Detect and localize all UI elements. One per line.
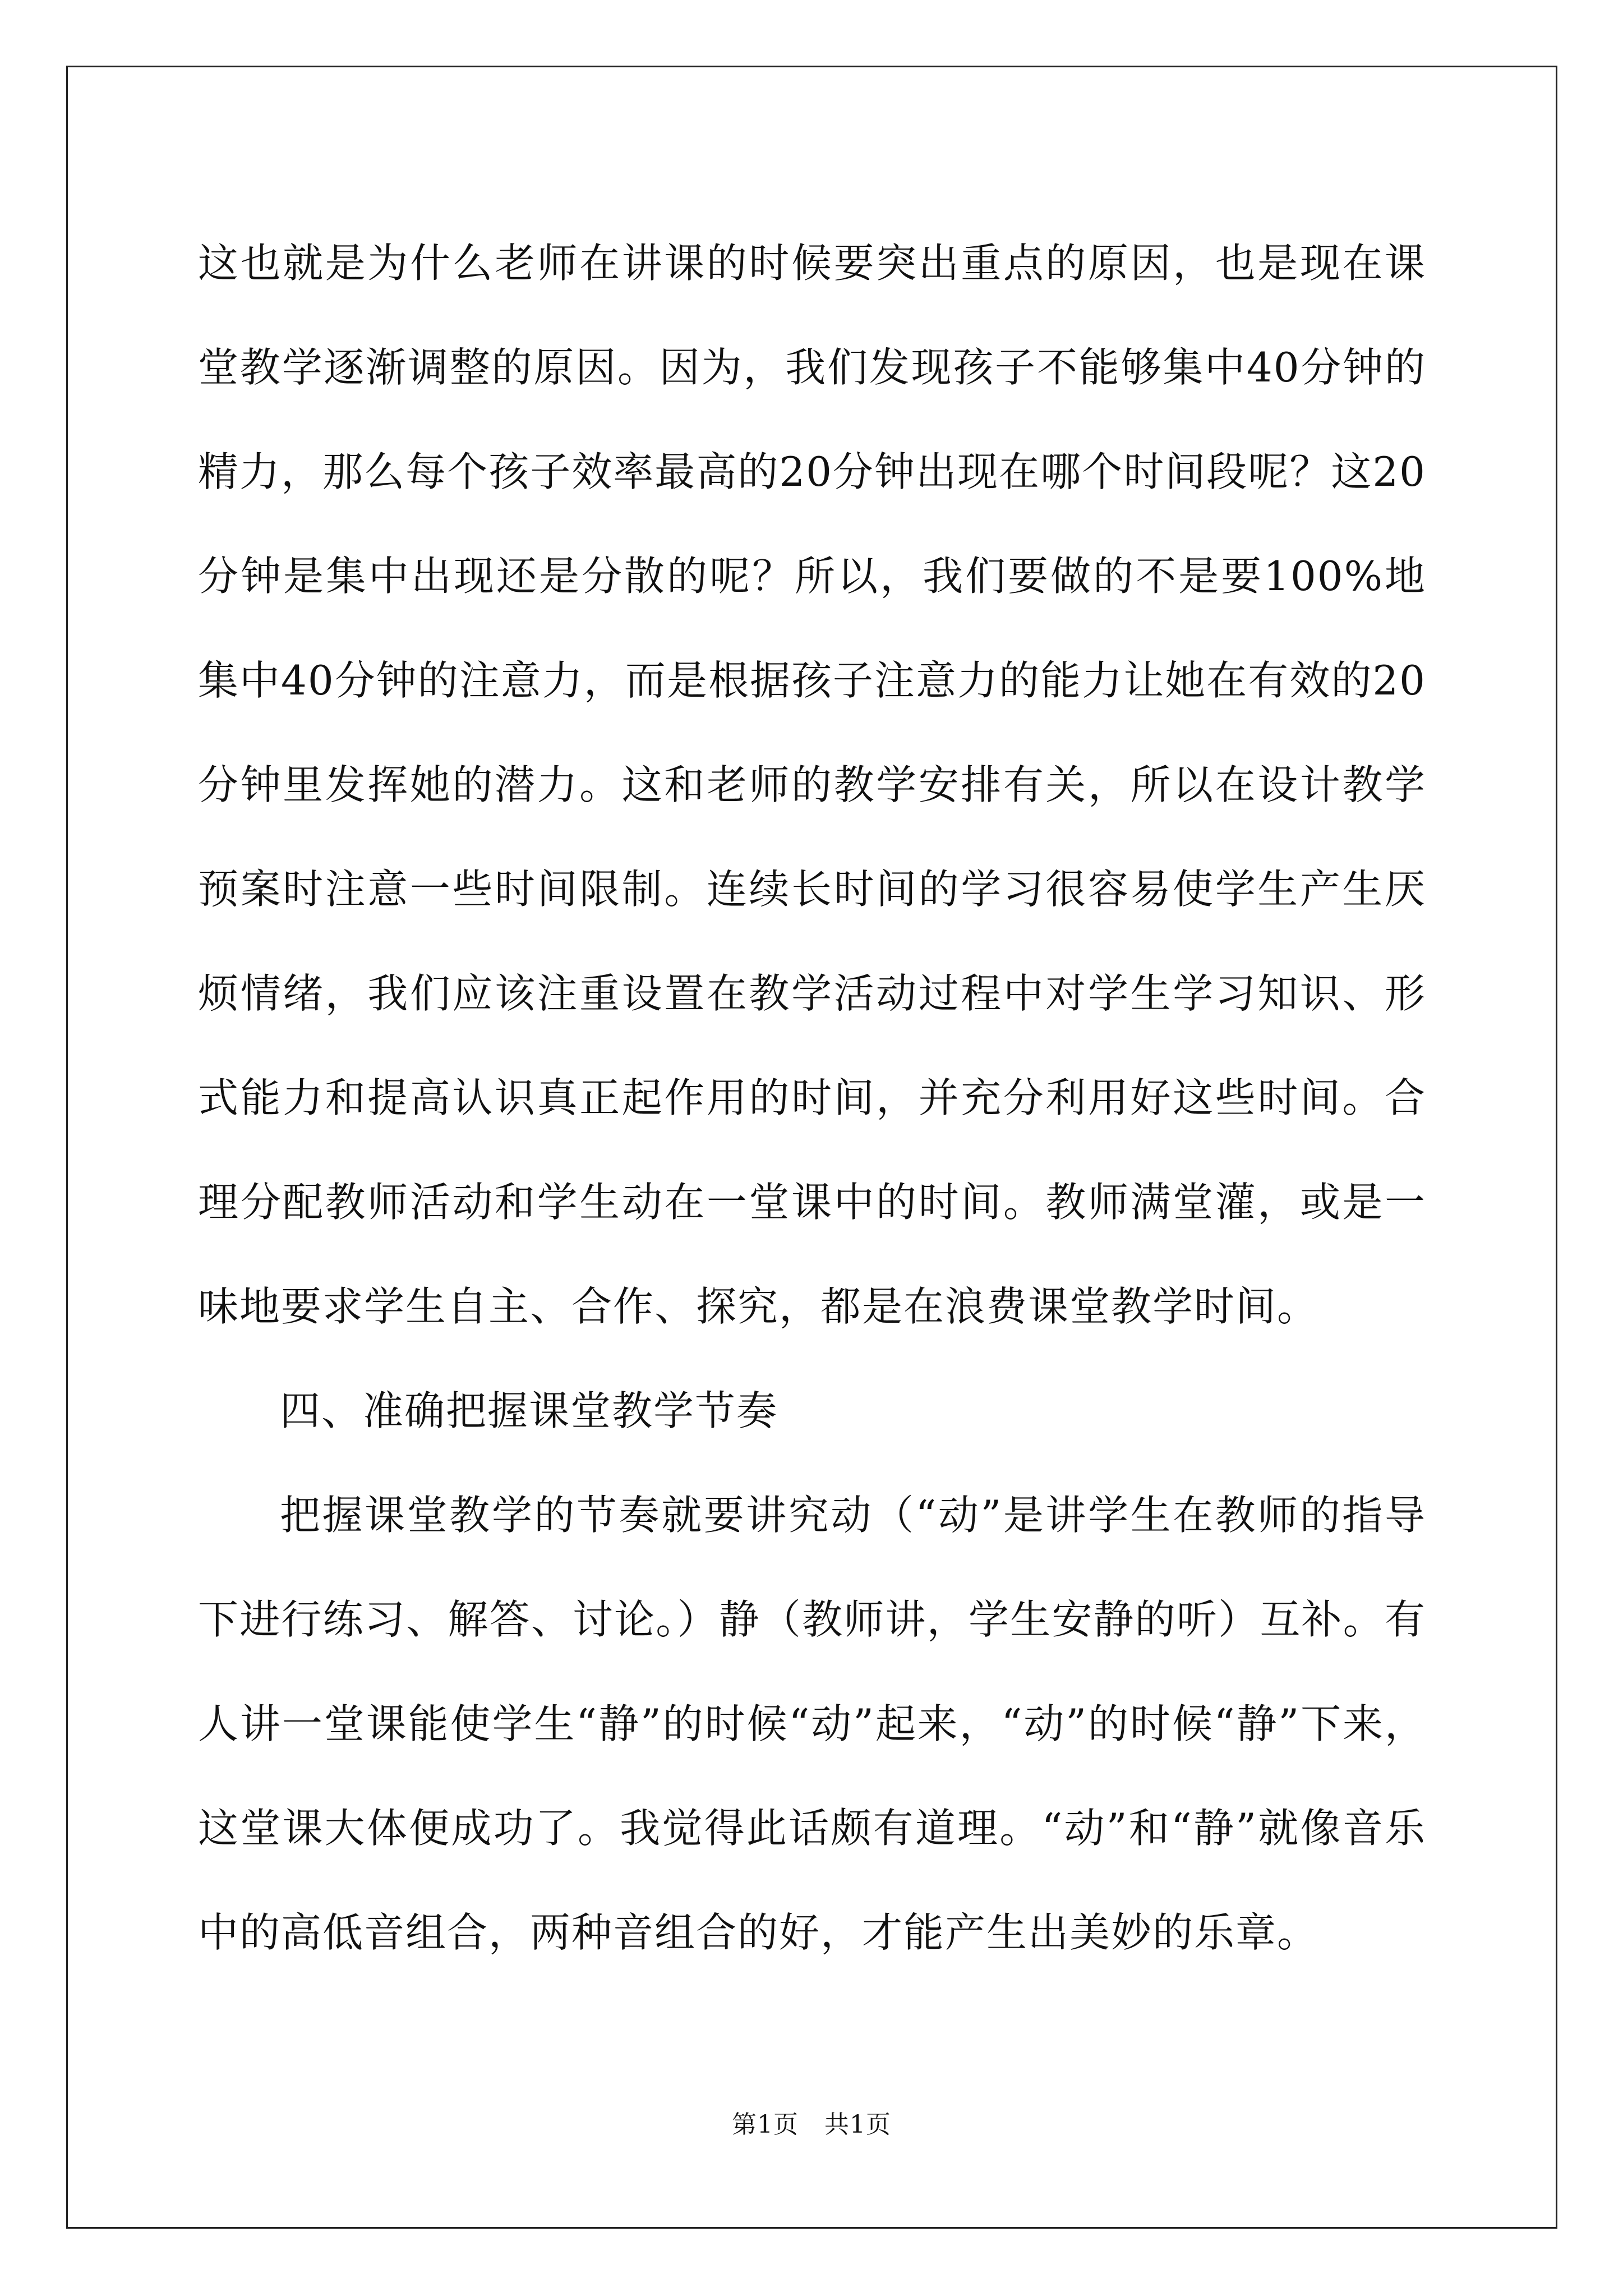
body-paragraph-2: 把握课堂教学的节奏就要讲究动（“动”是讲学生在教师的指导下进行练习、解答、讨论。）静（教师讲，学生安静的听）互补。有人讲一堂课能使学生“静”的时候“动”起来，“动”的时候“静”下来，这堂课大体便成功了。我觉得此话颇有道理。“动”和“静”就像音乐中的高低音组合，两种音组合的好，才能产生出美妙的乐章。 xyxy=(198,1492,1426,1956)
page-footer xyxy=(0,2108,1623,2142)
page-total: 共1页 xyxy=(824,2110,891,2139)
body-paragraph-1: 这也就是为什么老师在讲课的时候要突出重点的原因，也是现在课堂教学逐渐调整的原因。因为，我们发现孩子不能够集中40分钟的精力，那么每个孩子效率最高的20分钟出现在哪个时间段呢？这20分钟是集中出现还是分散的呢？所以，我们要做的不是要100%地集中40分钟的注意力，而是根据孩子注意力的能力让她在有效的20分钟里发挥她的潜力。这和老师的教学安排有关，所以在设计教学预案时注意一些时间限制。连续长时间的学习很容易使学生产生厌烦情绪，我们应该注重设置在教学活动过程中对学生学习知识、形式能力和提高认识真正起作用的时间，并充分利用好这些时间。合理分配教师活动和学生动在一堂课中的时间。教师满堂灌，或是一味地要求学生自主、合作、探究，都是在浪费课堂教学时间。 xyxy=(198,240,1426,1330)
page-number: 第1页 xyxy=(732,2110,799,2139)
section-heading: 四、准确把握课堂教学节奏 xyxy=(280,1387,778,1434)
document-body xyxy=(198,211,1426,1985)
